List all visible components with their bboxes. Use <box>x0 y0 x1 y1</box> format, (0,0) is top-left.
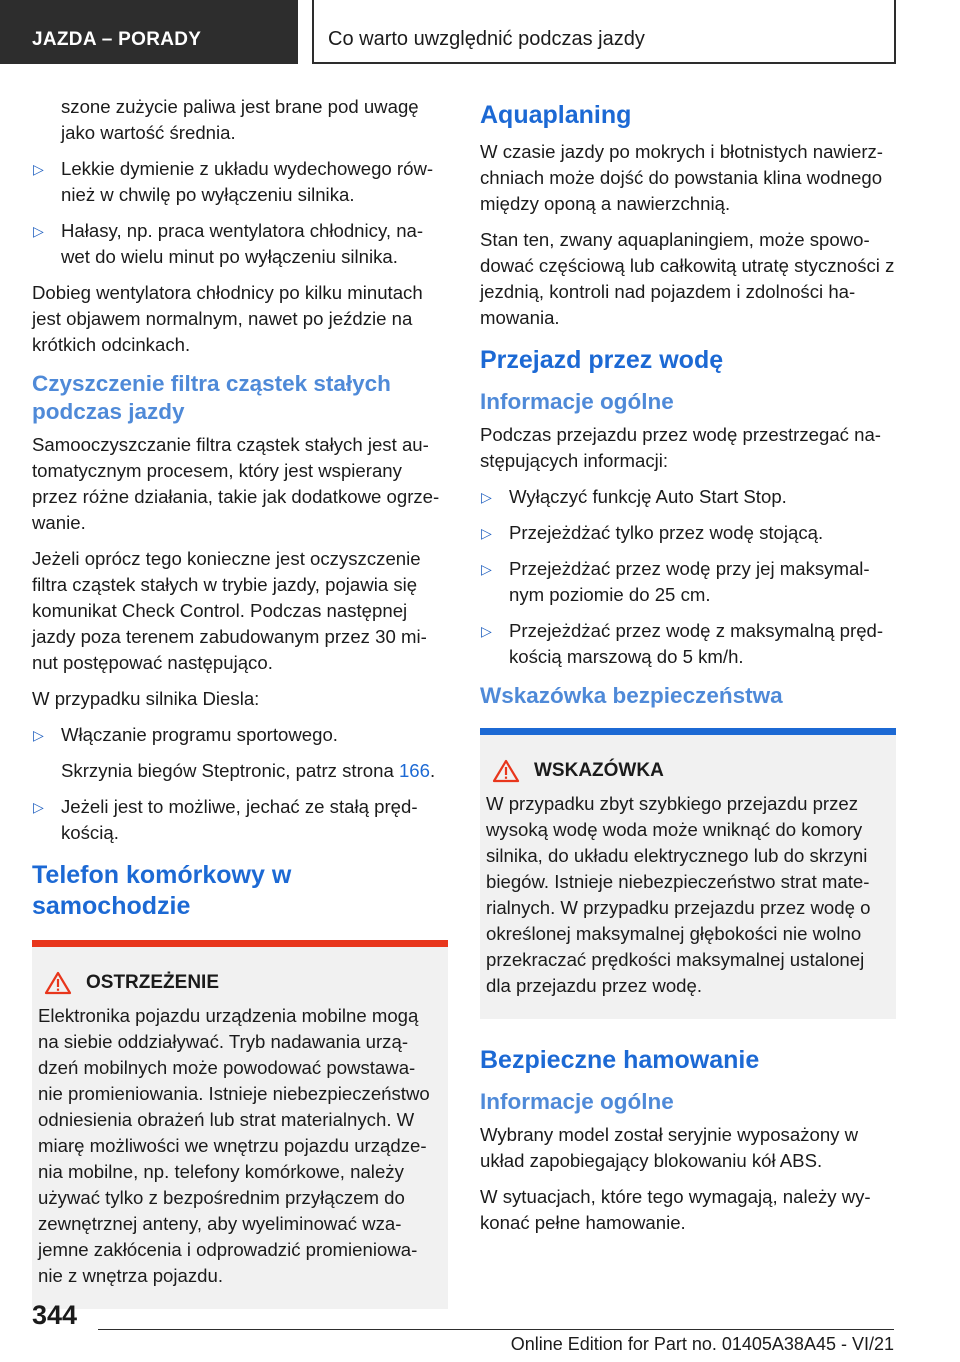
footer-divider <box>98 1329 894 1330</box>
triangle-bullet-icon: ▷ <box>481 489 492 505</box>
note-end: . <box>429 760 436 781</box>
triangle-bullet-icon: ▷ <box>33 223 44 239</box>
warning-header <box>44 971 440 995</box>
list-item <box>480 618 896 670</box>
bullet-note <box>32 758 448 784</box>
page-link[interactable]: 166 <box>398 760 430 781</box>
subheading-general-info: Informacje ogólne <box>480 389 674 414</box>
notice-box <box>480 728 896 1019</box>
page-number: 344 <box>32 1300 78 1330</box>
section-tab <box>0 0 298 64</box>
section-title: JAZDA – PORADY <box>32 29 202 50</box>
list-item-text: Wyłączyć funkcję Auto Start Stop. <box>509 486 787 507</box>
bullet-continuation: szone zużycie paliwa jest brane pod uwagę jako wartość średnia. <box>61 96 419 143</box>
section-heading-braking: Bezpieczne hamowanie <box>480 1046 760 1074</box>
warning-text: Elektronika pojazdu urządzenia mobilne mogą na siebie oddziaływać. Tryb nadawania urzą-dzeń mobilnych może powodować powstawa-nie promieniowania. Istnieje niebezpieczeństwo odniesienia obrażeń lub strat materialnych. W miarę możliwości we wnętrzu pojazdu urządze-nia mobilne, np. telefony komórkowe, należy używać tylko z bezpośrednim przyłączem do zewnętrznej anteny, aby wyeliminować wza-jemne zakłócenia i odprowadzić promieniowa-nie z wnętrza pojazdu. <box>38 1005 430 1286</box>
section-heading-water: Przejazd przez wodę <box>480 346 724 374</box>
triangle-bullet-icon: ▷ <box>481 561 492 577</box>
triangle-bullet-icon: ▷ <box>33 161 44 177</box>
warning-triangle-icon <box>492 759 520 783</box>
paragraph: Stan ten, zwany aquaplaningiem, może spowo-dować częściową lub całkowitą utratę styczności z jezdnią, kontroli nad pojazdem i zdolności ha-mowania. <box>480 229 895 328</box>
list-item <box>32 722 448 748</box>
notice-header <box>492 759 888 783</box>
section-heading-filter: Czyszczenie filtra cząstek stałych podczas jazdy <box>32 371 391 424</box>
notice-title: WSKAZÓWKA <box>534 760 664 781</box>
list-item <box>480 484 896 510</box>
list-item <box>480 556 896 608</box>
paragraph: Wybrany model został seryjnie wyposażony w układ zapobiegający blokowaniu kół ABS. <box>480 1124 859 1171</box>
subheading-safety: Wskazówka bezpieczeństwa <box>480 683 783 708</box>
list-item-text: Włączanie programu sportowego. <box>61 724 338 745</box>
subheading-general-info: Informacje ogólne <box>480 1089 674 1114</box>
warning-title: OSTRZEŻENIE <box>86 972 220 993</box>
paragraph: W sytuacjach, które tego wymagają, należy wy-konać pełne hamowanie. <box>480 1186 871 1233</box>
list-item-text: Przejeżdżać przez wodę z maksymalną pręd-kością marszową do 5 km/h. <box>509 620 884 667</box>
notice-text: W przypadku zbyt szybkiego przejazdu przez wysoką wodę woda może wniknąć do komory silnika, do układu elektrycznego lub do skrzyni biegów. Istnieje niebezpieczeństwo strat mate-rialnych. W przypadku przejazdu przez wodę o określonej maksymalnej głębokości nie wolno przekraczać prędkości maksymalnej ustalonej dla przejazdu przez wodę. <box>486 793 871 996</box>
paragraph: W przypadku silnika Diesla: <box>32 688 260 709</box>
triangle-bullet-icon: ▷ <box>33 799 44 815</box>
list-item <box>32 794 448 846</box>
list-item-text: Lekkie dymienie z układu wydechowego rów-nież w chwilę po wyłączeniu silnika. <box>61 158 434 205</box>
paragraph: Podczas przejazdu przez wodę przestrzegać na-stępujących informacji: <box>480 424 882 471</box>
warning-triangle-icon <box>44 971 72 995</box>
triangle-bullet-icon: ▷ <box>481 623 492 639</box>
chapter-title: Co warto uwzględnić podczas jazdy <box>328 28 645 50</box>
paragraph: Dobieg wentylatora chłodnicy po kilku minutach jest objawem normalnym, nawet po jeździe na krótkich odcinkach. <box>32 282 423 355</box>
list-item <box>32 218 448 270</box>
triangle-bullet-icon: ▷ <box>481 525 492 541</box>
triangle-bullet-icon: ▷ <box>33 727 44 743</box>
paragraph: W czasie jazdy po mokrych i błotnistych nawierz-chniach może dojść do powstania klina wodnego między oponą a nawierzchnią. <box>480 141 883 214</box>
list-item <box>480 520 896 546</box>
paragraph: Samooczyszczanie filtra cząstek stałych jest au-tomatycznym procesem, który jest wspierany przez różne działania, takie jak dodatkowe ogrze-wanie. <box>32 434 440 533</box>
edition-footer: Online Edition for Part no. 01405A38A45 - VI/21 <box>510 1334 894 1354</box>
warning-box <box>32 940 448 1309</box>
left-column <box>32 94 448 1309</box>
chapter-tab <box>312 0 896 64</box>
list-item <box>32 156 448 208</box>
section-heading-phone: Telefon komórkowy w samochodzie <box>32 861 292 920</box>
section-heading-aquaplaning: Aquaplaning <box>480 101 632 129</box>
list-item-text: Jeżeli jest to możliwe, jechać ze stałą pręd-kością. <box>61 796 418 843</box>
list-item-text: Przejeżdżać tylko przez wodę stojącą. <box>509 522 824 543</box>
list-item-text: Przejeżdżać przez wodę przy jej maksymal-nym poziomie do 25 cm. <box>509 558 870 605</box>
note-text: Skrzynia biegów Steptronic, patrz strona <box>61 760 399 781</box>
right-column <box>480 94 896 1246</box>
list-item-text: Hałasy, np. praca wentylatora chłodnicy, na-wet do wielu minut po wyłączeniu silnika. <box>61 220 424 267</box>
paragraph: Jeżeli oprócz tego konieczne jest oczyszczenie filtra cząstek stałych w trybie jazdy, pojawia się komunikat Check Control. Podczas następnej jazdy poza terenem zabudowanym przez 30 mi-nut postępować następująco. <box>32 548 427 673</box>
